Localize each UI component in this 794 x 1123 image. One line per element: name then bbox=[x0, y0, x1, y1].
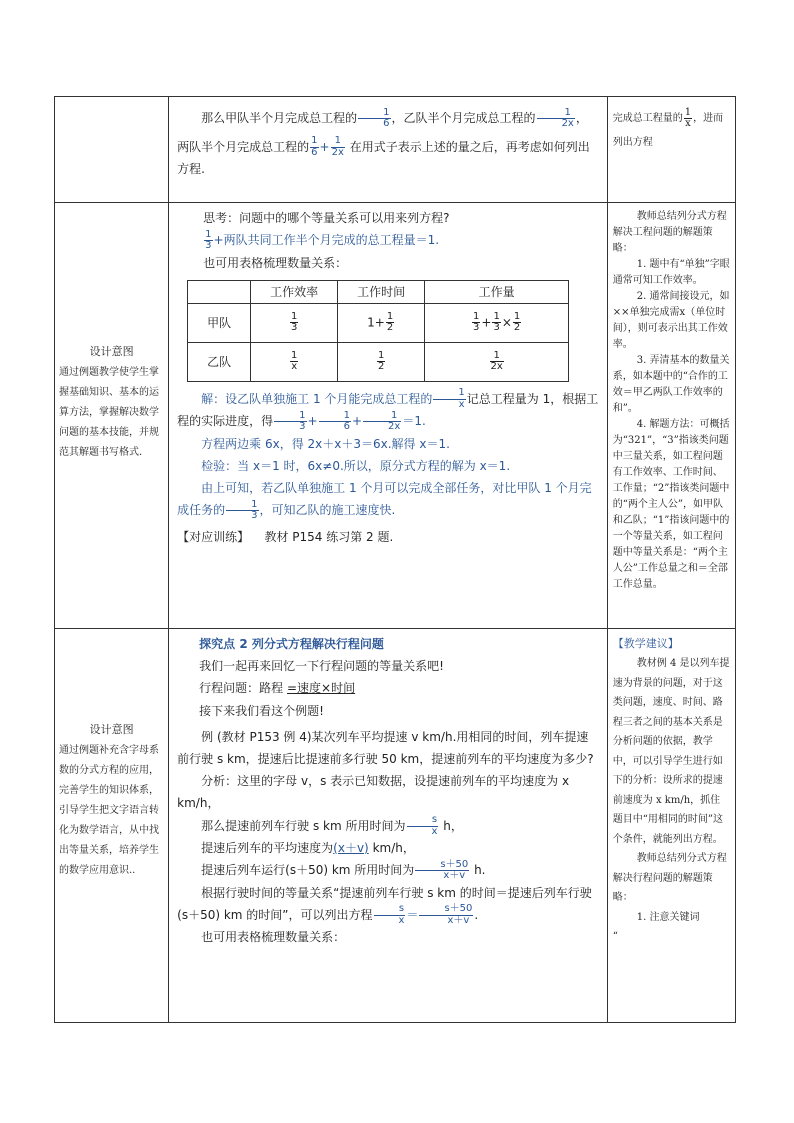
solution-step3: 由上可知，若乙队单独施工 1 个月可以完成全部任务，对比甲队 1 个月完成任务的 $\frac{1}{3}$ ，可知乙队的施工速度快. bbox=[177, 481, 592, 522]
para: 也可用表格梳理数量关系： bbox=[201, 930, 346, 945]
strategy-item: 3. 弄清基本的数量关系，如本题中的“合作的工效＝甲乙两队工作效率的和”。 bbox=[612, 355, 730, 414]
para: 行程问题：路程 =速度×时间 bbox=[199, 681, 356, 696]
strategy-item: 1. 题中有“单独”字眼通常可知工作效率。 bbox=[612, 259, 730, 286]
solution-step2: 检验：当 x＝1 时，6x≠0.所以，原分式方程的解为 x＝1. bbox=[201, 459, 511, 474]
row2-right-cell bbox=[607, 203, 735, 629]
row2-left-cell bbox=[55, 203, 169, 629]
design-intent-title: 设计意图 bbox=[89, 723, 134, 736]
strategy-intro: 教师总结列分式方程解决工程问题的解题策略： bbox=[612, 211, 727, 254]
lesson-table bbox=[54, 96, 736, 1023]
fraction: $\frac{1}{3}$ bbox=[493, 310, 500, 334]
fraction: $\frac{s}{x}$ bbox=[407, 815, 439, 837]
solution-step1: 方程两边乘 6x，得 2x＋x＋3＝6x.解得 x＝1. bbox=[201, 436, 450, 451]
row3-mid-cell bbox=[169, 629, 608, 1023]
strategy-intro: 教师总结列分式方程解决行程问题的解题策略： bbox=[612, 853, 727, 904]
row2-mid-cell bbox=[169, 203, 608, 629]
row1-line1: 那么甲队半个月完成总工程的 $\frac{1}{6}$ ，乙队半个月完成总工程的 $\frac{1}{2x}$ ， bbox=[201, 106, 588, 129]
para: 接下来我们看这个例题! bbox=[199, 703, 324, 718]
design-intent-title: 设计意图 bbox=[89, 345, 134, 358]
fraction: $\frac{1}{2x}$ bbox=[490, 349, 503, 373]
fraction: $\frac{1}{3}$ bbox=[205, 228, 212, 252]
para: 提速后列车的平均速度为(x＋v) km/h， bbox=[201, 841, 415, 855]
strategy-item: “ bbox=[612, 931, 618, 943]
solution-setup: 解：设乙队单独施工 1 个月能完成总工程的 $\frac{1}{x}$ 记总工程量为 1，根据工程的实际进度，得 $\frac{1}{3}$ + $\frac{1}{6}$ + $\frac{1}{2x}$ ＝1. bbox=[177, 387, 599, 433]
fraction: $\frac{1}{2x}$ bbox=[331, 135, 344, 158]
think-question: 思考：问题中的哪个等量关系可以用来列方程? bbox=[203, 211, 450, 225]
example-text: 例 (教材 P153 例 4)某次列车平均提速 v km/h.用相同的时间，列车提速前行驶 s km，提速后比提速前多行驶 50 km，提速前列车的平均速度为多少? bbox=[177, 729, 594, 766]
practice-line: 【对应训练】 教材 P154 练习第 2 题. bbox=[177, 529, 394, 544]
table-intro: 也可用表格梳理数量关系： bbox=[203, 255, 348, 270]
design-intent-text: 通过例题教学使学生掌握基础知识、基本的运算方法，掌握解决数学问题的基本技能，并规范其解题书写格式. bbox=[59, 367, 159, 458]
fraction: $\frac{1}{6}$ bbox=[311, 135, 318, 158]
teaching-suggestion-tag: 【教学建议】 bbox=[612, 637, 679, 650]
row3-right-cell bbox=[607, 629, 735, 1023]
fraction: $\frac{1}{x}$ bbox=[684, 106, 692, 129]
fraction: $\frac{1}{3}$ bbox=[274, 411, 306, 433]
teaching-suggestion-text: 教材例 4 是以列车提速为背景的问题，对于这类问题，速度、时间、路程三者之间的基本关系是分析问题的依据，教学中，可以引导学生进行如下的分析：设所求的提速前速度为 x km/h，抓住题目中“用相同的时间”这个条件，就能列出方程。 bbox=[612, 658, 730, 845]
para: 我们一起再来回忆一下行程问题的等量关系吧! bbox=[199, 659, 444, 674]
fraction: $\frac{1}{2}$ bbox=[513, 310, 521, 334]
section-heading: 探究点 2 列分式方程解决行程问题 bbox=[199, 637, 384, 651]
row1-mid-cell bbox=[169, 97, 608, 203]
fraction: $\frac{1}{3}$ bbox=[473, 310, 480, 334]
strategy-item: 1. 注意关键词 bbox=[636, 911, 700, 923]
row3-left-cell bbox=[55, 629, 169, 1023]
fraction: $\frac{s}{x}$ bbox=[374, 904, 406, 926]
design-intent-text: 通过例题补充含字母系数的分式方程的应用，完善学生的知识体系，引导学生把文字语言转化为数学语言，从中找出等量关系，培养学生的数学应用意识.. bbox=[59, 745, 159, 876]
fraction: $\frac{1}{6}$ bbox=[319, 411, 351, 433]
table-row: 乙队 $\frac{1}{x}$ $\frac{1}{2}$ $\frac{1}{2x}$ bbox=[188, 342, 569, 381]
fraction: $\frac{1}{3}$ bbox=[290, 310, 298, 334]
strategy-item: 2. 通常间接设元，如××单独完成需x（单位时间），则可表示出其工作效率。 bbox=[612, 291, 730, 350]
para: 根据行驶时间的等量关系“提速前列车行驶 s km 的时间＝提速后列车行驶(s＋50) km 的时间”，可以列出方程 $\frac{s}{x}$ ＝ $\frac{s+50}{x+v}$ . bbox=[177, 885, 592, 926]
fraction: $\frac{1}{2}$ bbox=[377, 349, 385, 373]
quantity-table bbox=[187, 280, 569, 382]
table-header-row: 工作效率 工作时间 工作量 bbox=[188, 280, 569, 303]
fraction: $\frac{1}{2}$ bbox=[386, 310, 394, 334]
fraction: $\frac{1}{x}$ bbox=[433, 388, 465, 410]
row1-line2: 两队半个月完成总工程的 $\frac{1}{6}$ + $\frac{1}{2x}$ 在用式子表示上述的量之后，再考虑如何列出方程. bbox=[177, 135, 590, 176]
fraction: $\frac{1}{6}$ bbox=[358, 108, 390, 130]
equality-relation: $\frac{1}{3}$ +两队共同工作半个月完成的总工程量＝1. bbox=[205, 228, 440, 252]
para: 那么提速前列车行驶 s km 所用时间为 $\frac{s}{x}$ h， bbox=[201, 814, 463, 837]
row1-left-cell bbox=[55, 97, 169, 203]
strategy-item: 4. 解题方法：可概括为“321”，“3”指该类问题中三量关系，如工程问题有工作效率、工作时间、工作量；“2”指该类问题中的“两个主人公”，如甲队和乙队；“1”指该问题中的一个等量关系，如工程问题中等量关系是：“两个主人公”工作总量之和＝全部工作总量。 bbox=[612, 419, 730, 590]
analysis-text: 分析：这里的字母 v，s 表示已知数据，设提速前列车的平均速度为 x km/h， bbox=[177, 774, 570, 811]
table-row: 甲队 $\frac{1}{3}$ 1+ $\frac{1}{2}$ $\frac{1}{3}$ + $\frac{1}{3}$ × $\frac{1}{2}$ bbox=[188, 303, 569, 342]
para: 提速后列车运行(s＋50) km 所用时间为 $\frac{s+50}{x+v}$ h. bbox=[201, 858, 486, 882]
fraction: $\frac{1}{2x}$ bbox=[363, 411, 401, 433]
fraction: $\frac{s+50}{x+v}$ bbox=[415, 860, 469, 882]
fraction: $\frac{s+50}{x+v}$ bbox=[419, 904, 473, 926]
fraction: $\frac{1}{2x}$ bbox=[537, 108, 575, 130]
fraction: $\frac{1}{3}$ bbox=[226, 500, 258, 522]
row1-right-cell: 完成总工程量的 $\frac{1}{x}$ ，进而列出方程 bbox=[607, 97, 735, 203]
fraction: $\frac{1}{x}$ bbox=[290, 349, 298, 373]
